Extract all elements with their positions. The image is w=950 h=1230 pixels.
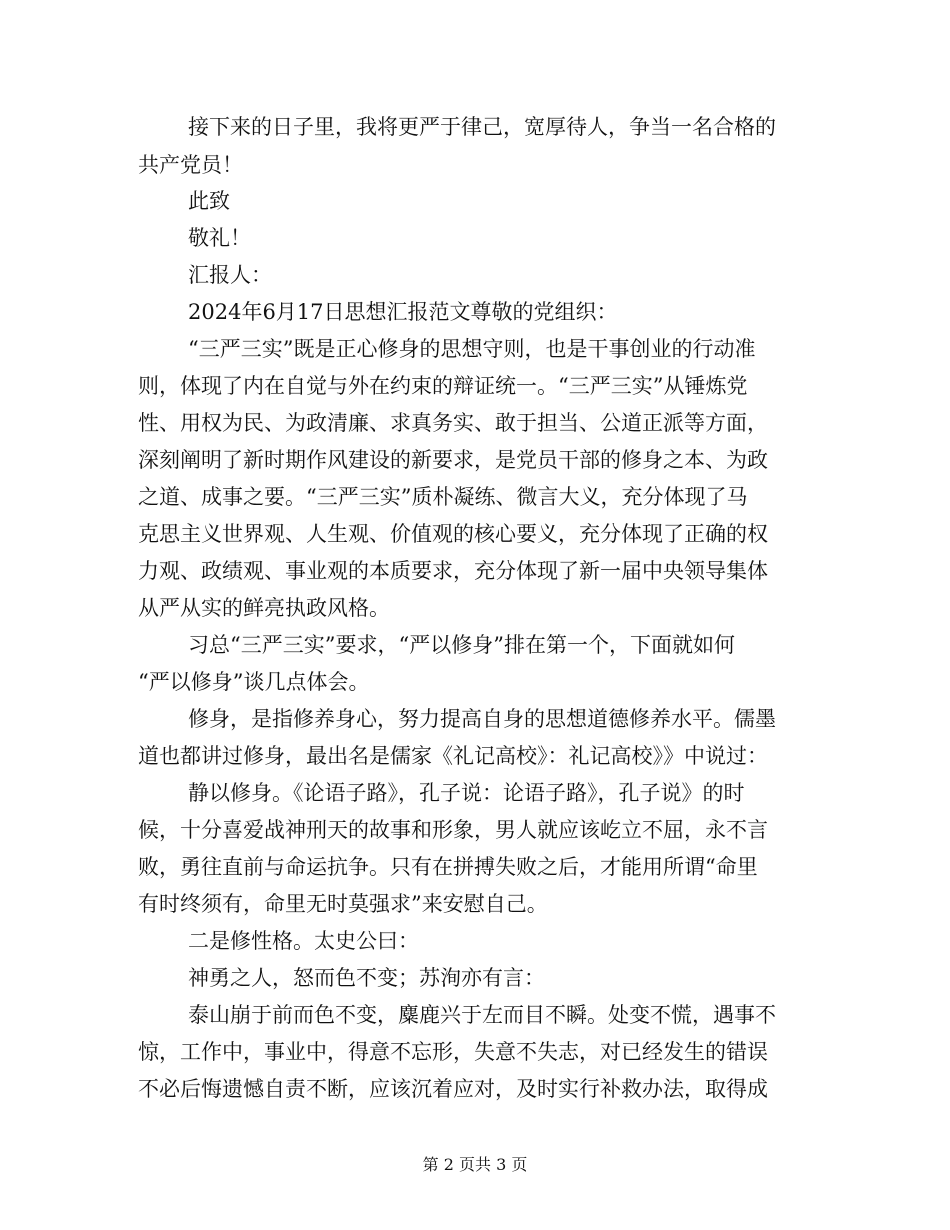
paragraph-line: 不必后悔遗憾自责不断，应该沉着应对，及时实行补救办法，取得成 <box>138 1077 768 1101</box>
reporter-label: 汇报人： <box>188 263 272 287</box>
paragraph-line: 2024年6月17日思想汇报范文尊敬的党组织： <box>188 300 618 324</box>
paragraph-line: 接下来的日子里，我将更严于律己，宽厚待人，争当一名合格的 <box>188 115 776 139</box>
paragraph-line: 之道、成事之要。“三严三实”质朴凝练、微言大义，充分体现了马 <box>138 485 748 509</box>
paragraph-line: 则，体现了内在自觉与外在约束的辩证统一。“三严三实”从锤炼党 <box>138 374 748 398</box>
paragraph-line: 从严从实的鲜亮执政风格。 <box>138 596 390 620</box>
paragraph-line: 道也都讲过修身，最出名是儒家《礼记高校》：礼记高校》》中说过： <box>138 744 768 768</box>
paragraph-line: 性、用权为民、为政清廉、求真务实、敢于担当、公道正派等方面， <box>138 411 768 435</box>
paragraph-line: 候，十分喜爱战神刑天的故事和形象，男人就应该屹立不屈，永不言 <box>138 818 768 842</box>
paragraph-line: 修身，是指修养身心，努力提高自身的思想道德修养水平。儒墨 <box>188 707 776 731</box>
paragraph-line: 惊，工作中，事业中，得意不忘形，失意不失志，对已经发生的错误 <box>138 1040 768 1064</box>
closing-regards: 敬礼！ <box>188 226 251 250</box>
paragraph-line: 力观、政绩观、事业观的本质要求，充分体现了新一届中央领导集体 <box>138 559 768 583</box>
paragraph-line: 深刻阐明了新时期作风建设的新要求，是党员干部的修身之本、为政 <box>138 448 768 472</box>
page-number-footer: 第 2 页共 3 页 <box>422 1155 528 1174</box>
paragraph-line: 二是修性格。太史公曰： <box>188 929 419 953</box>
paragraph-line: “三严三实”既是正心修身的思想守则，也是干事创业的行动准 <box>188 337 756 361</box>
paragraph-line: 神勇之人，怒而色不变；苏洵亦有言： <box>188 966 545 990</box>
closing-salutation: 此致 <box>188 189 230 213</box>
paragraph-line: 泰山崩于前而色不变，麋鹿兴于左而目不瞬。处变不慌，遇事不 <box>188 1003 776 1027</box>
paragraph-line: 克思主义世界观、人生观、价值观的核心要义，充分体现了正确的权 <box>138 522 768 546</box>
paragraph-line: “严以修身”谈几点体会。 <box>138 670 370 694</box>
paragraph-line: 共产党员！ <box>138 153 243 177</box>
paragraph-line: 习总“三严三实”要求，“严以修身”排在第一个，下面就如何 <box>188 633 735 657</box>
paragraph-line: 静以修身。《论语子路》，孔子说：论语子路》，孔子说》的时 <box>188 781 745 805</box>
paragraph-line: 有时终须有，命里无时莫强求”来安慰自己。 <box>138 892 548 916</box>
paragraph-line: 败，勇往直前与命运抗争。只有在拼搏失败之后，才能用所谓“命里 <box>138 855 758 879</box>
